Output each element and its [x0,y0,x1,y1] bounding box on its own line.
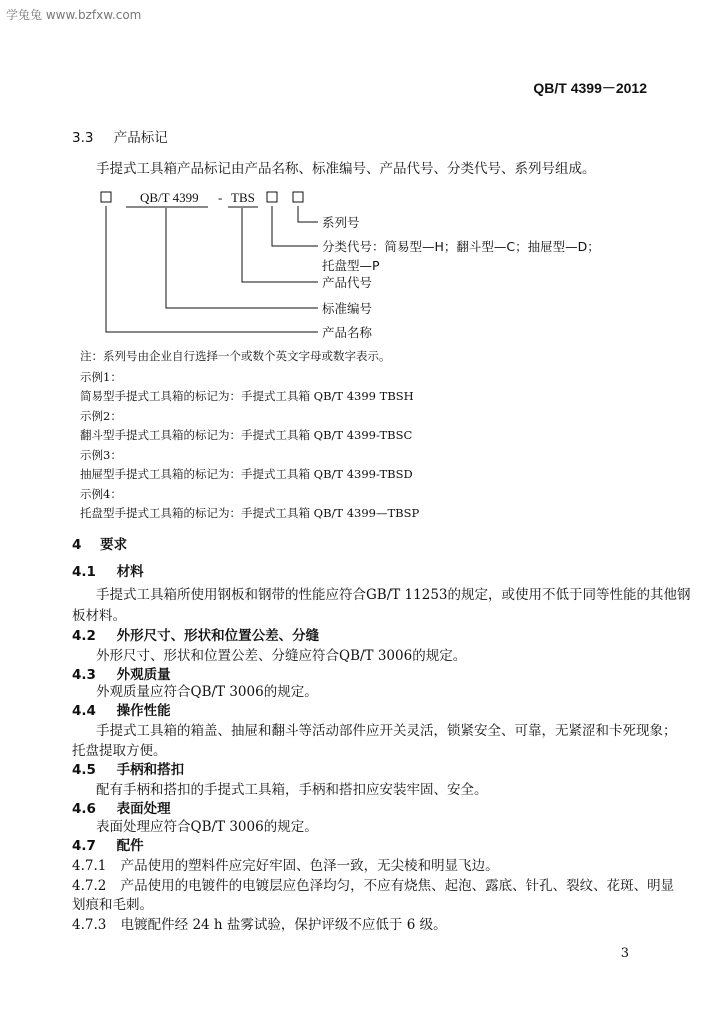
box-product-name [101,192,111,202]
label-category-2: 托盘型—P [322,258,380,273]
item-text: 产品使用的塑料件应完好牢固、色泽一致，无尖棱和明显飞边。 [120,858,499,874]
label-product-code: 产品代号 [322,275,373,290]
section-4-6-heading [72,797,171,817]
example-1-text: 简易型手提式工具箱的标记为：手提式工具箱 QB/T 4399 TBSH [80,389,414,403]
section-title: 外形尺寸、形状和位置公差、分缝 [116,628,320,644]
dash-text: - [218,190,223,205]
section-4-1-heading [72,560,144,580]
section-title: 配件 [116,838,144,854]
leader-category [272,206,318,246]
section-title: 操作性能 [116,703,171,719]
product-marking-diagram [90,186,610,351]
example-3-label: 示例3： [80,448,122,462]
section-4-5-line1: 配有手柄和搭扣的手提式工具箱，手柄和搭扣应安装牢固、安全。 [96,782,488,798]
section-4-7-heading [72,834,144,854]
item-4-7-3 [72,913,447,933]
leader-product-code [242,208,318,282]
item-text: 电镀配件经 24 h 盐雾试验，保护评级不应低于 6 级。 [120,917,447,933]
box-category [267,192,277,202]
label-standard-no: 标准编号 [322,301,373,316]
section-4-heading [72,533,127,553]
leader-product-name [106,206,318,332]
section-number: 4.3 [72,667,96,683]
section-3-3-intro: 手提式工具箱产品标记由产品名称、标准编号、产品代号、分类代号、系列号组成。 [96,161,596,177]
section-4-4-heading [72,699,171,719]
section-4-3-line1: 外观质量应符合QB/T 3006的规定。 [96,684,318,700]
section-4-1-line2: 板材料。 [72,608,126,624]
item-text: 产品使用的电镀件的电镀层应色泽均匀，不应有烧焦、起泡、露底、针孔、裂纹、花斑、明显 [120,878,675,894]
section-number: 4.6 [72,801,96,817]
watermark: 学兔兔 www.bzfxw.com [6,8,142,22]
item-number: 4.7.2 [72,878,107,894]
section-4-6-line1: 表面处理应符合QB/T 3006的规定。 [96,819,318,835]
section-number: 4 [72,537,82,553]
example-3-text: 抽屉型手提式工具箱的标记为：手提式工具箱 QB/T 4399-TBSD [80,467,413,481]
section-4-4-line2: 托盘提取方便。 [72,743,167,759]
section-number: 4.5 [72,762,96,778]
section-number: 4.2 [72,628,96,644]
section-4-2-line1: 外形尺寸、形状和位置公差、分缝应符合QB/T 3006的规定。 [96,648,467,664]
item-number: 4.7.3 [72,917,107,933]
page-number: 3 [620,946,629,961]
item-4-7-2-line2: 划痕和毛刺。 [72,897,153,913]
section-title: 要求 [100,537,128,553]
item-4-7-1 [72,854,499,874]
box-series [293,192,303,202]
section-title: 材料 [116,564,144,580]
example-1-label: 示例1： [80,370,122,384]
example-4-label: 示例4： [80,487,122,501]
section-title: 外观质量 [116,667,171,683]
section-number: 4.1 [72,564,96,580]
example-2-text: 翻斗型手提式工具箱的标记为：手提式工具箱 QB/T 4399-TBSC [80,428,413,442]
label-series: 系列号 [322,215,360,230]
section-4-2-heading [72,624,319,644]
section-4-1-line1: 手提式工具箱所使用钢板和钢带的性能应符合GB/T 11253的规定，或使用不低于同等性能的其他钢 [96,587,691,603]
section-3-3-heading [72,126,168,146]
standard-number: QB/T 4399－2012 [533,80,647,96]
label-product-name: 产品名称 [322,325,373,340]
section-number: 4.4 [72,703,96,719]
example-4-text: 托盘型手提式工具箱的标记为：手提式工具箱 QB/T 4399—TBSP [80,506,420,520]
code-text: QB/T 4399 [140,190,199,205]
note: 注：系列号由企业自行选择一个或数个英文字母或数字表示。 [80,349,391,363]
section-4-5-heading [72,758,184,778]
section-title: 产品标记 [113,130,168,146]
label-category: 分类代号：简易型—H；翻斗型—C；抽屉型—D； [322,239,600,254]
section-title: 手柄和搭扣 [116,762,185,778]
section-title: 表面处理 [116,801,171,817]
item-4-7-2 [72,874,674,894]
section-4-4-line1: 手提式工具箱的箱盖、抽屉和翻斗等活动部件应开关灵活，锁紧安全、可靠，无紧涩和卡死现象； [96,723,677,739]
item-number: 4.7.1 [72,858,107,874]
example-2-label: 示例2： [80,409,122,423]
tbs-text: TBS [231,190,255,205]
leader-series [298,206,318,222]
section-number: 4.7 [72,838,96,854]
section-number: 3.3 [72,130,94,146]
